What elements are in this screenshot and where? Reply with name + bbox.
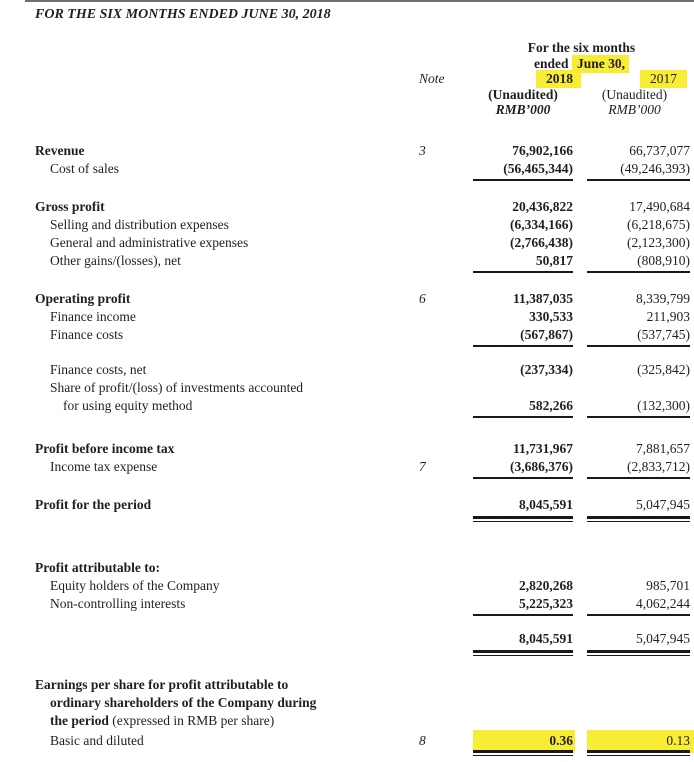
value-2017 [587,415,690,420]
page-title: FOR THE SIX MONTHS ENDED JUNE 30, 2018 [35,7,331,22]
top-rule [25,0,694,2]
value-2018 [473,748,573,756]
row-label [35,198,417,216]
label-text: Profit attributable to: [35,559,160,575]
label-text: Income tax expense [50,458,158,474]
currency-unit-row [35,102,690,118]
label-text: the period [50,712,109,728]
note-cell: 7 [419,458,426,474]
highlight-mark: 0.13 [587,730,694,753]
value-2018: 76,902,166 [512,142,573,158]
underline-2018 [473,345,573,349]
statement-content [0,40,694,756]
rule-row [35,178,690,183]
period-heading-row-2 [35,56,690,72]
value-2017 [587,613,690,618]
statement-rows [35,142,690,756]
underline-2018 [473,477,573,481]
row-label [35,440,417,458]
row-label [35,361,417,379]
value-2018 [473,476,573,481]
table-row [35,308,690,326]
label-text: Finance income [50,308,136,324]
column-headers [35,40,690,118]
row-label [35,142,417,160]
table-row [35,676,690,694]
table-row [35,630,690,648]
table-row [35,326,690,344]
rule-row [35,648,690,656]
value-2018: (567,867) [520,326,573,342]
label-text: Other gains/(losses), net [50,252,181,268]
label-text: Basic and diluted [50,732,144,748]
label-text: Cost of sales [50,160,119,176]
row-label [35,712,417,730]
value-2018 [473,270,573,275]
underline-2018 [473,516,573,522]
table-row [35,730,690,748]
value-2018: 20,436,822 [512,198,573,214]
value-2017: (325,842) [637,361,690,377]
period-heading-prefix: ended [534,55,572,71]
value-2017: (49,246,393) [620,160,690,176]
underline-2017 [587,416,690,420]
value-2017: 7,881,657 [636,440,690,456]
table-row [35,290,690,308]
value-2017: (2,833,712) [627,458,690,474]
rule-row [35,270,690,275]
table-row [35,379,690,397]
row-label [35,577,417,595]
rule-row [35,415,690,420]
value-2017: 211,903 [646,308,690,324]
year-2018-header [473,71,573,87]
underline-2017 [587,750,690,756]
underline-2018 [473,271,573,275]
label-text: Profit before income tax [35,440,175,456]
value-2017: (132,300) [637,397,690,413]
underline-2017 [587,477,690,481]
value-2018: 330,533 [529,308,573,324]
row-label [35,160,417,178]
value-2017: 66,737,077 [629,142,690,158]
table-row [35,496,690,514]
note-cell: 8 [419,732,426,748]
label-text: Non-controlling interests [50,595,186,611]
value-2018: 582,266 [529,397,573,413]
row-label [35,397,417,415]
value-2018 [473,514,573,522]
underline-2018 [473,416,573,420]
value-2018 [473,178,573,183]
label-suffix: (expressed in RMB per share) [108,712,275,728]
value-2017 [587,648,690,656]
note-cell: 6 [419,290,426,306]
rule-row [35,613,690,618]
value-2017: 5,047,945 [636,496,690,512]
value-2017 [587,748,690,756]
unit-2018: RMB’000 [495,102,551,117]
period-heading-line2 [473,56,690,72]
underline-2017 [587,614,690,618]
value-2017: 985,701 [646,577,690,593]
label-text: ordinary shareholders of the Company during [50,694,317,710]
note-cell: 3 [419,142,426,158]
row-label [35,379,417,397]
table-row [35,397,690,415]
label-text: Revenue [35,142,85,158]
underline-2018 [473,614,573,618]
row-label [35,559,417,577]
underline-2017 [587,179,690,183]
row-label [35,326,417,344]
table-row [35,694,690,712]
table-row [35,252,690,270]
row-label [35,694,417,712]
value-2017: (6,218,675) [627,216,690,232]
value-2018: 8,045,591 [519,630,573,646]
table-row [35,577,690,595]
row-label [35,595,417,613]
table-row [35,160,690,178]
value-2017 [587,178,690,183]
value-2018: 50,817 [535,252,573,268]
value-2017: 5,047,945 [636,630,690,646]
value-2018: 5,225,323 [519,595,573,611]
year-header-row [35,71,690,87]
highlight-june30: June 30, [572,55,629,73]
period-heading-row-1 [35,40,690,56]
label-text: Earnings per share for profit attributable to [35,676,289,692]
underline-2017 [587,345,690,349]
value-2017: (2,123,300) [627,234,690,250]
highlight-2018: 2018 [536,70,581,88]
value-2018 [473,415,573,420]
value-2018: (6,334,166) [510,216,573,232]
year-2017-header [587,71,690,87]
table-row [35,712,690,730]
row-label [35,234,417,252]
underline-2017 [587,650,690,656]
value-2017: 8,339,799 [636,290,690,306]
value-2017: 4,062,244 [636,595,690,611]
value-2017 [587,344,690,349]
value-2017 [587,476,690,481]
row-label [35,676,417,694]
value-2018 [473,613,573,618]
row-label [35,216,417,234]
value-2018 [473,648,573,656]
table-row [35,458,690,476]
rule-row [35,476,690,481]
value-2018: 11,731,967 [512,440,573,456]
table-row [35,216,690,234]
value-2018 [473,344,573,349]
underline-2018 [473,750,573,756]
label-text: Gross profit [35,198,105,214]
note-column-header: Note [419,71,445,86]
audit-status-2018: (Unaudited) [488,86,558,102]
label-text: Profit for the period [35,496,152,512]
label-text: Finance costs [50,326,124,342]
value-2017: (537,745) [637,326,690,342]
table-row [35,361,690,379]
row-label [35,290,417,308]
row-label [35,732,417,750]
label-text: General and administrative expenses [50,234,249,250]
value-2018: (56,465,344) [503,160,573,176]
value-2017: (808,910) [637,252,690,268]
label-text: Equity holders of the Company [50,577,220,593]
unit-2017: RMB’000 [608,102,661,117]
value-2017: 17,490,684 [629,198,690,214]
period-heading-line1: For the six months [527,40,636,55]
label-text: Operating profit [35,290,131,306]
value-2018: (2,766,438) [510,234,573,250]
label-text: Share of profit/(loss) of investments accounted [50,379,304,395]
value-2018: 2,820,268 [519,577,573,593]
table-row [35,198,690,216]
table-row [35,234,690,252]
underline-2017 [587,516,690,522]
highlight-mark: 0.36 [473,730,575,753]
table-row [35,440,690,458]
table-row [35,595,690,613]
value-2017 [587,514,690,522]
rule-row [35,514,690,522]
value-2018: 8,045,591 [519,496,573,512]
label-text: for using equity method [63,397,193,413]
value-2018: (237,334) [520,361,573,377]
row-label [35,252,417,270]
row-label [35,308,417,326]
audit-status-2017: (Unaudited) [601,86,668,102]
value-2018: 11,387,035 [512,290,573,306]
table-row [35,142,690,160]
audit-status-row [35,87,690,103]
label-text: Finance costs, net [50,361,147,377]
underline-2018 [473,179,573,183]
value-2018: (3,686,376) [510,458,573,474]
underline-2018 [473,650,573,656]
label-text: Selling and distribution expenses [50,216,229,232]
rule-row [35,344,690,349]
highlight-2017: 2017 [640,70,687,88]
row-label [35,458,417,476]
value-2017 [587,270,690,275]
row-label [35,496,417,514]
table-row [35,559,690,577]
underline-2017 [587,271,690,275]
